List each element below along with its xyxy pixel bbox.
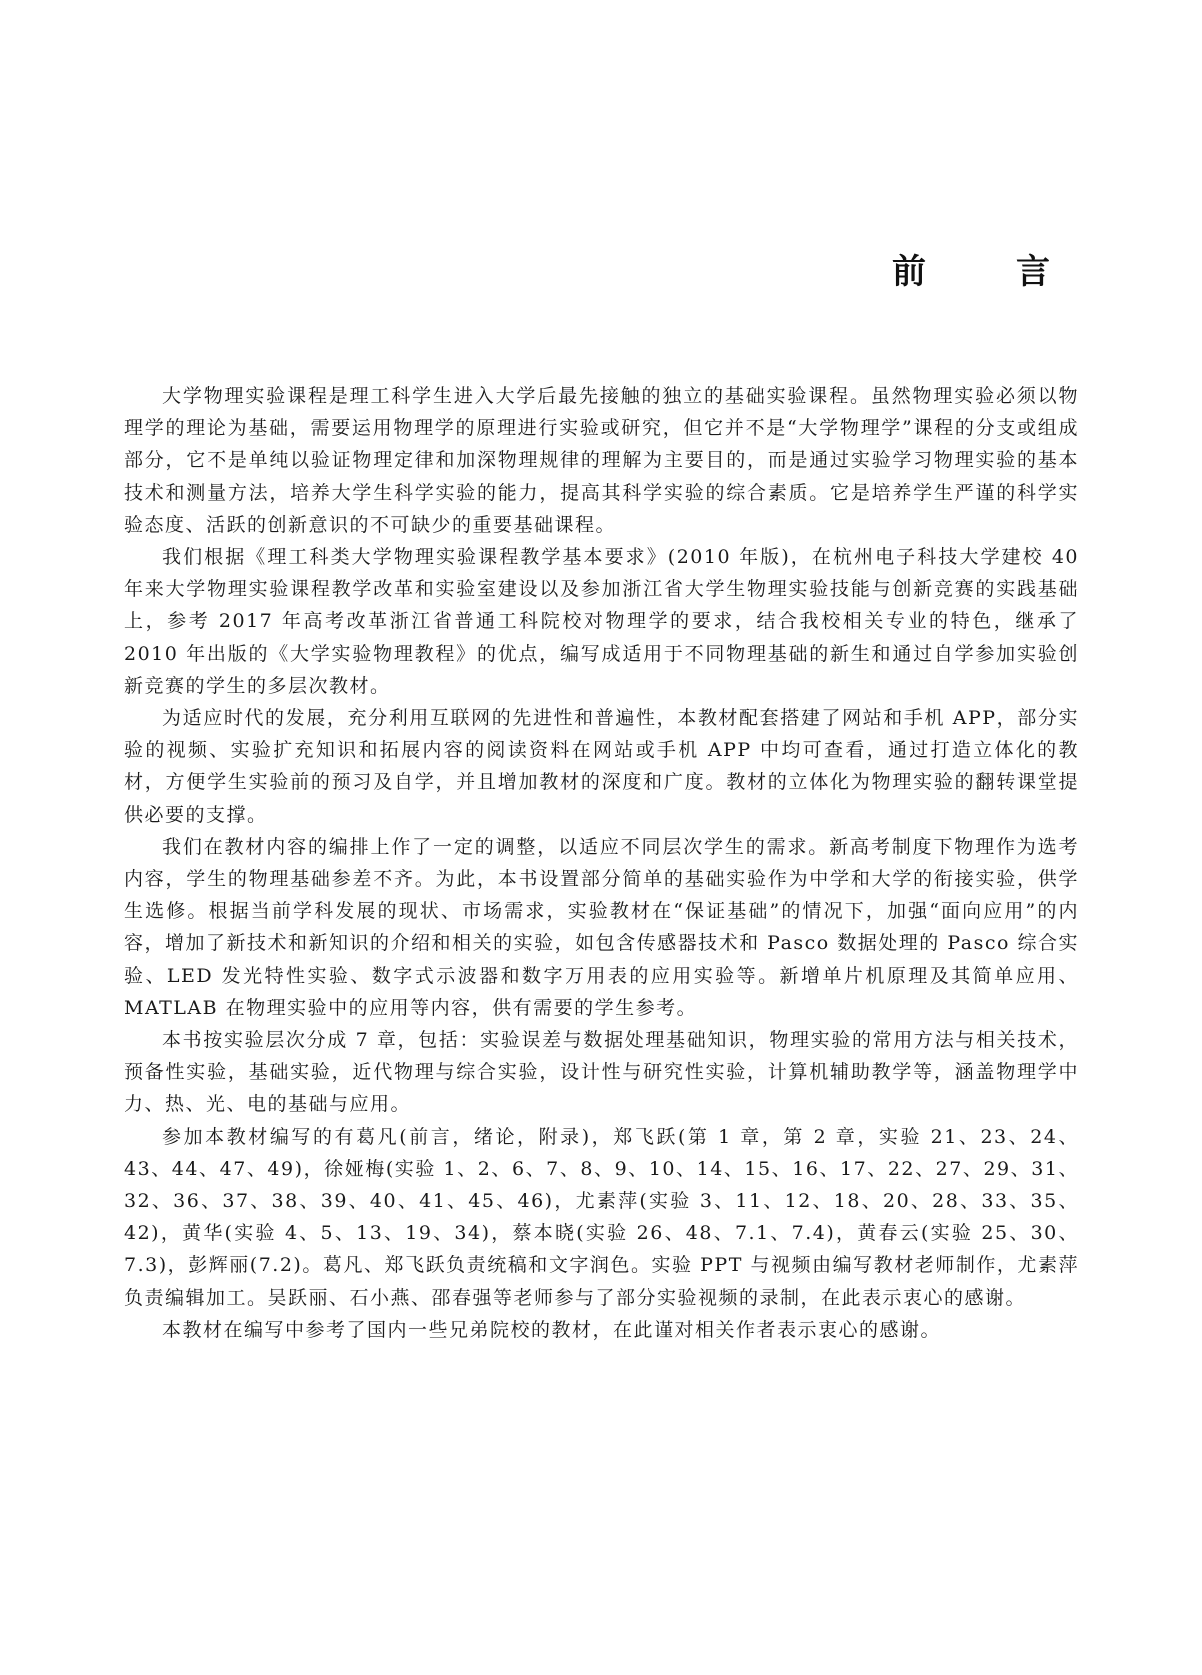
paragraph: 我们在教材内容的编排上作了一定的调整，以适应不同层次学生的需求。新高考制度下物理作为选考内容，学生的物理基础参差不齐。为此，本书设置部分简单的基础实验作为中学和大学的衔接实验，供学生选修。根据当前学科发展的现状、市场需求，实验教材在“保证基础”的情况下，加强“面向应用”的内容，增加了新技术和新知识的介绍和相关的实验，如包含传感器技术和 Pasco 数据处理的 Pasco 综合实验、LED 发光特性实验、数字式示波器和数字万用表的应用实验等。新增单片机原理及其简单应用、MATLAB 在物理实验中的应用等内容，供有需要的学生参考。 <box>124 835 1079 1019</box>
paragraph: 大学物理实验课程是理工科学生进入大学后最先接触的独立的基础实验课程。虽然物理实验必须以物理学的理论为基础，需要运用物理学的原理进行实验或研究，但它并不是“大学物理学”课程的分支或组成部分，它不是单纯以验证物理定律和加深物理规律的理解为主要目的，而是通过实验学习物理实验的基本技术和测量方法，培养大学生科学实验的能力，提高其科学实验的综合素质。它是培养学生严谨的科学实验态度、活跃的创新意识的不可缺少的重要基础课程。 <box>124 385 1079 536</box>
paragraph: 本书按实验层次分成 7 章，包括：实验误差与数据处理基础知识，物理实验的常用方法与相关技术，预备性实验，基础实验，近代物理与综合实验，设计性与研究性实验，计算机辅助教学等，涵盖物理学中力、热、光、电的基础与应用。 <box>124 1029 1079 1116</box>
paragraph: 本教材在编写中参考了国内一些兄弟院校的教材，在此谨对相关作者表示衷心的感谢。 <box>162 1318 942 1341</box>
page-title: 前 言 <box>892 252 1078 292</box>
paragraph: 为适应时代的发展，充分利用互联网的先进性和普遍性，本教材配套搭建了网站和手机 APP，部分实验的视频、实验扩充知识和拓展内容的阅读资料在网站或手机 APP 中均可查看，通过打造立体化的教材，方便学生实验前的预习及自学，并且增加教材的深度和广度。教材的立体化为物理实验的翻转课堂提供必要的支撑。 <box>124 707 1079 826</box>
paragraph: 参加本教材编写的有葛凡(前言，绪论，附录)，郑飞跃(第 1 章，第 2 章，实验 21、23、24、43、44、47、49)，徐娅梅(实验 1、2、6、7、8、9、10、14、15、16、17、22、27、29、31、32、36、37、38、39、40、41、45、46)，尤素萍(实验 3、11、12、18、20、28、33、35、42)，黄华(实验 4、5、13、19、34)，蔡本晓(实验 26、48、7.1、7.4)，黄春云(实验 25、30、7.3)，彭辉丽(7.2)。葛凡、郑飞跃负责统稿和文字润色。实验 PPT 与视频由编写教材老师制作，尤素萍负责编辑加工。吴跃丽、石小燕、邵春强等老师参与了部分实验视频的录制，在此表示衷心的感谢。 <box>124 1125 1079 1309</box>
preface-body <box>124 380 1079 1346</box>
paragraph: 我们根据《理工科类大学物理实验课程教学基本要求》(2010 年版)，在杭州电子科技大学建校 40 年来大学物理实验课程教学改革和实验室建设以及参加浙江省大学生物理实验技能与创新竞赛的实践基础上，参考 2017 年高考改革浙江省普通工科院校对物理学的要求，结合我校相关专业的特色，继承了 2010 年出版的《大学实验物理教程》的优点，编写成适用于不同物理基础的新生和通过自学参加实验创新竞赛的学生的多层次教材。 <box>124 546 1079 697</box>
